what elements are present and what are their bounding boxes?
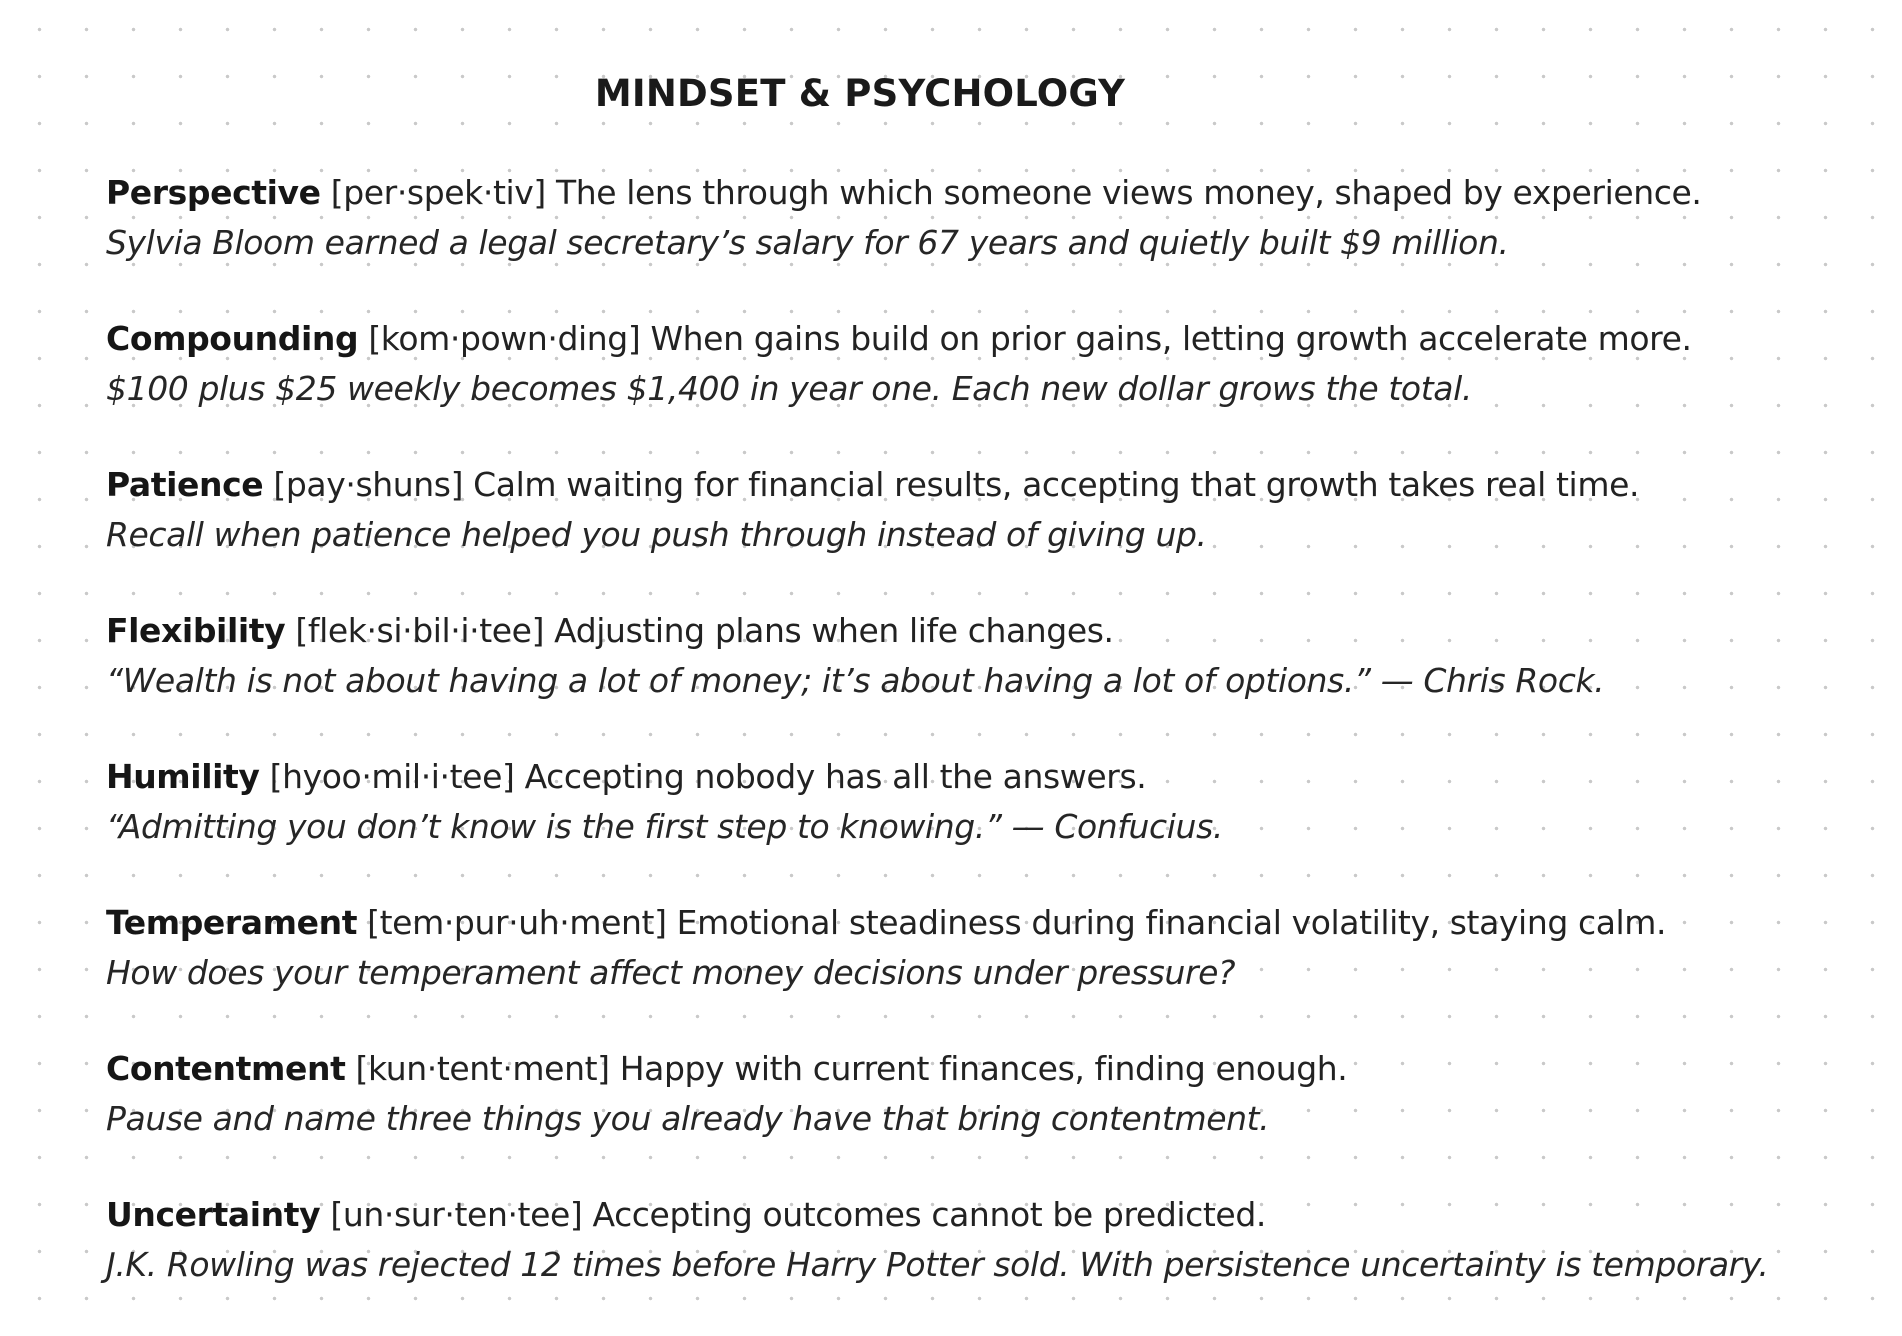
entry-pronunciation: [kun·tent·ment]	[355, 1049, 610, 1088]
entry-example: Recall when patience helped you push through instead of giving up.	[106, 515, 1207, 554]
entry-headline	[106, 1044, 1876, 1094]
entry-example: How does your temperament affect money decisions under pressure?	[106, 953, 1236, 992]
entry-example: Sylvia Bloom earned a legal secretary’s salary for 67 years and quietly built $9 million.	[106, 223, 1509, 262]
glossary-entry-compounding	[106, 314, 1876, 460]
entry-example: “Wealth is not about having a lot of money; it’s about having a lot of options.” — Chris Rock.	[106, 661, 1605, 700]
entry-pronunciation: [hyoo·mil·i·tee]	[269, 757, 515, 796]
entry-term: Patience	[106, 465, 264, 504]
entry-term: Perspective	[106, 173, 321, 212]
entry-term: Compounding	[106, 319, 359, 358]
entry-pronunciation: [per·spek·tiv]	[330, 173, 546, 212]
entry-definition: Calm waiting for financial results, accepting that growth takes real time.	[473, 465, 1640, 504]
glossary-entry-perspective	[106, 168, 1876, 314]
entry-term: Humility	[106, 757, 260, 796]
entry-headline	[106, 460, 1876, 510]
entry-definition: Happy with current finances, finding enough.	[619, 1049, 1348, 1088]
glossary-entry-humility	[106, 752, 1876, 898]
glossary-entry-flexibility	[106, 606, 1876, 752]
entry-pronunciation: [tem·pur·uh·ment]	[367, 903, 667, 942]
entry-definition: The lens through which someone views money, shaped by experience.	[555, 173, 1702, 212]
entry-definition: When gains build on prior gains, letting growth accelerate more.	[650, 319, 1692, 358]
page-title: MINDSET & PSYCHOLOGY	[594, 72, 1126, 115]
entry-definition: Adjusting plans when life changes.	[554, 611, 1114, 650]
entry-pronunciation: [pay·shuns]	[273, 465, 464, 504]
entry-headline	[106, 752, 1876, 802]
entry-pronunciation: [kom·pown·ding]	[368, 319, 641, 358]
entry-headline	[106, 168, 1876, 218]
entry-definition: Accepting outcomes cannot be predicted.	[592, 1195, 1266, 1234]
entry-headline	[106, 898, 1876, 948]
glossary-list	[106, 168, 1876, 1336]
entry-term: Temperament	[106, 903, 358, 942]
entry-example: $100 plus $25 weekly becomes $1,400 in year one. Each new dollar grows the total.	[106, 369, 1472, 408]
entry-example: “Admitting you don’t know is the first step to knowing.” — Confucius.	[106, 807, 1223, 846]
entry-headline	[106, 314, 1876, 364]
glossary-entry-uncertainty	[106, 1190, 1876, 1336]
entry-term: Contentment	[106, 1049, 346, 1088]
glossary-entry-contentment	[106, 1044, 1876, 1190]
entry-pronunciation: [un·sur·ten·tee]	[330, 1195, 583, 1234]
entry-term: Flexibility	[106, 611, 286, 650]
glossary-entry-patience	[106, 460, 1876, 606]
entry-example: J.K. Rowling was rejected 12 times before Harry Potter sold. With persistence uncertainty is temporary.	[106, 1245, 1769, 1284]
entry-term: Uncertainty	[106, 1195, 321, 1234]
entry-headline	[106, 606, 1876, 656]
entry-example: Pause and name three things you already have that bring contentment.	[106, 1099, 1270, 1138]
entry-definition: Emotional steadiness during financial volatility, staying calm.	[676, 903, 1667, 942]
entry-pronunciation: [flek·si·bil·i·tee]	[295, 611, 545, 650]
entry-definition: Accepting nobody has all the answers.	[524, 757, 1147, 796]
glossary-entry-temperament	[106, 898, 1876, 1044]
entry-headline	[106, 1190, 1876, 1240]
